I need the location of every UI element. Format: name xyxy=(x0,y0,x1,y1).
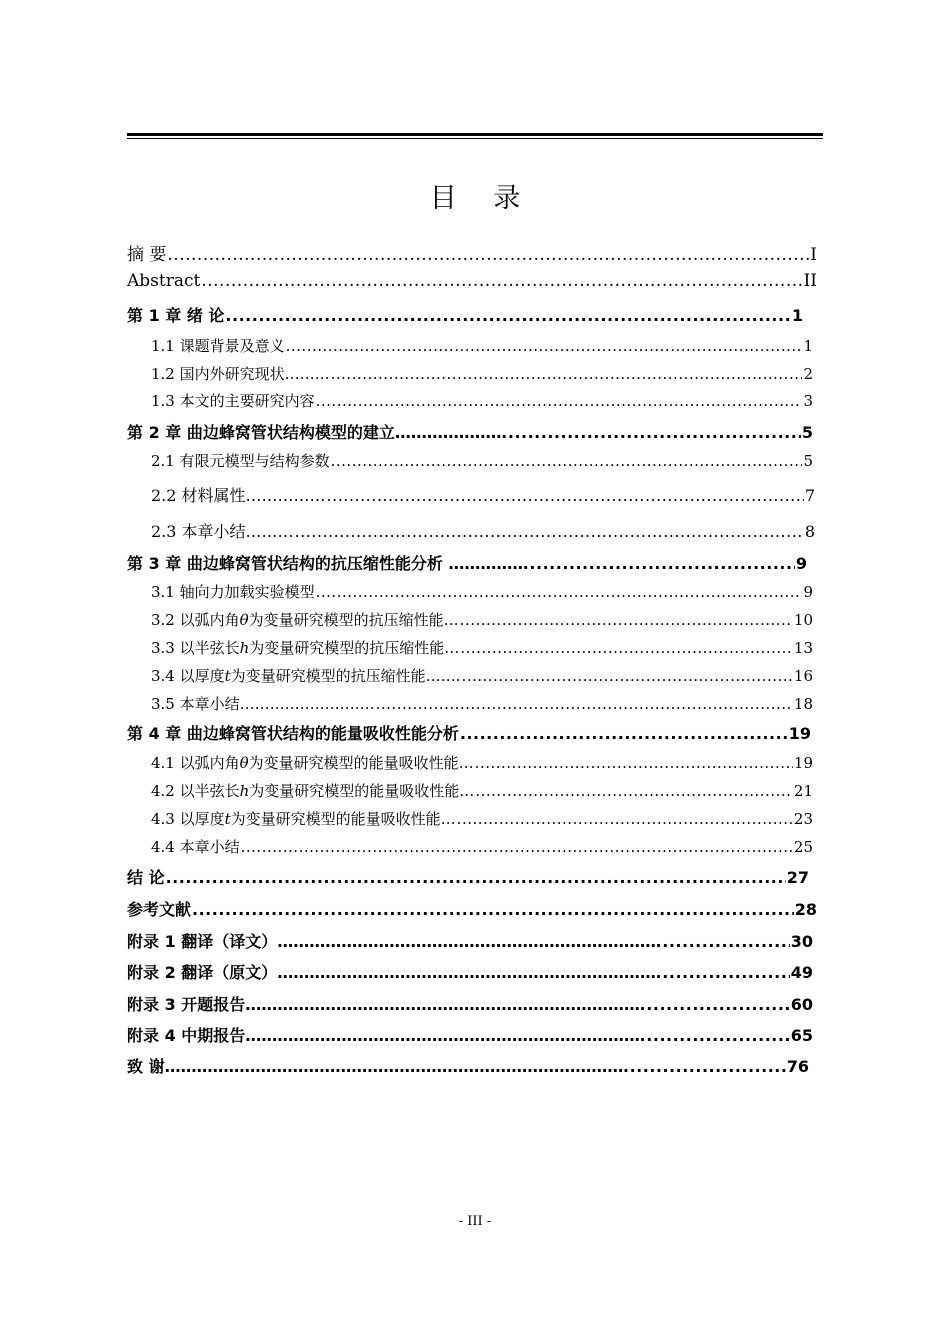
toc-entry-acknowledgements[interactable]: 致 谢…………………………………………………………………………… ..... 76 xyxy=(127,1054,809,1077)
toc-entry-abstract-en[interactable]: Abstract ..... II xyxy=(127,271,817,291)
toc-entry-conclusion[interactable]: 结 论 ..... 27 xyxy=(127,865,809,888)
toc-entry-chapter-2[interactable]: 第 2 章 曲边蜂窝管状结构模型的建立………………… ..... 5 xyxy=(127,420,813,443)
toc-entry-2-1[interactable]: 2.1 有限元模型与结构参数 ..... 5 xyxy=(151,450,813,471)
toc-entry-chapter-4[interactable]: 第 4 章 曲边蜂窝管状结构的能量吸收性能分析 ..... 19 xyxy=(127,721,811,744)
toc-entry-appendix-1[interactable]: 附录 1 翻译（译文）……………………………………………………………… ..... 30 xyxy=(127,929,813,952)
toc-entry-1-1[interactable]: 1.1 课题背景及意义 ..... 1 xyxy=(151,335,813,356)
toc-entry-references[interactable]: 参考文献 ..... 28 xyxy=(127,897,817,920)
toc-entry-chapter-1[interactable]: 第 1 章 绪 论 ..... 1 xyxy=(127,303,803,326)
toc-entry-3-4[interactable]: 3.4 以厚度t为变量研究模型的抗压缩性能……. ..... 16 xyxy=(151,665,813,686)
toc-entry-3-1[interactable]: 3.1 轴向力加载实验模型 ..... 9 xyxy=(151,581,813,602)
header-rule-thick xyxy=(127,133,823,136)
header-rule-thin xyxy=(127,138,823,139)
toc-entry-3-2[interactable]: 3.2 以弧内角θ为变量研究模型的抗压缩性能… ..... 10 xyxy=(151,609,813,630)
page-title: 目 录 xyxy=(429,183,535,214)
toc-entry-appendix-4[interactable]: 附录 4 中期报告………………………………………………………………… ..... 65 xyxy=(127,1023,813,1046)
toc-entry-4-4[interactable]: 4.4 本章小结 ..... 25 xyxy=(151,836,813,857)
toc-entry-1-3[interactable]: 1.3 本文的主要研究内容 ..... 3 xyxy=(151,390,813,411)
toc-entry-abstract-cn[interactable]: 摘 要 ..... I xyxy=(127,240,817,265)
toc-entry-appendix-2[interactable]: 附录 2 翻译（原文）……………………………………………………………… ..... 49 xyxy=(127,960,813,983)
toc-entry-3-5[interactable]: 3.5 本章小结……………………… ..... 18 xyxy=(151,693,813,714)
page-number-footer: - III - xyxy=(458,1214,492,1229)
toc-entry-2-2[interactable]: 2.2 材料属性…………… ..... 7 xyxy=(151,483,815,506)
toc-entry-3-3[interactable]: 3.3 以半弦长h为变量研究模型的抗压缩性能… ..... 13 xyxy=(151,637,813,658)
toc-entry-4-3[interactable]: 4.3 以厚度t为变量研究模型的能量吸收性能… ..... 23 xyxy=(151,808,813,829)
toc-entry-1-2[interactable]: 1.2 国内外研究现状……… ..... 2 xyxy=(151,363,813,384)
toc-entry-chapter-3[interactable]: 第 3 章 曲边蜂窝管状结构的抗压缩性能分析 …………… ..... 9 xyxy=(127,551,807,574)
toc-entry-appendix-3[interactable]: 附录 3 开题报告………………………………………………………………… ..... 60 xyxy=(127,992,813,1015)
toc-entry-4-1[interactable]: 4.1 以弧内角θ为变量研究模型的能量吸收性能… ..... 19 xyxy=(151,752,813,773)
toc-entry-4-2[interactable]: 4.2 以半弦长h为变量研究模型的能量吸收性能… ..... 21 xyxy=(151,780,813,801)
toc-entry-2-3[interactable]: 2.3 本章小结……… ..... 8 xyxy=(151,519,815,542)
